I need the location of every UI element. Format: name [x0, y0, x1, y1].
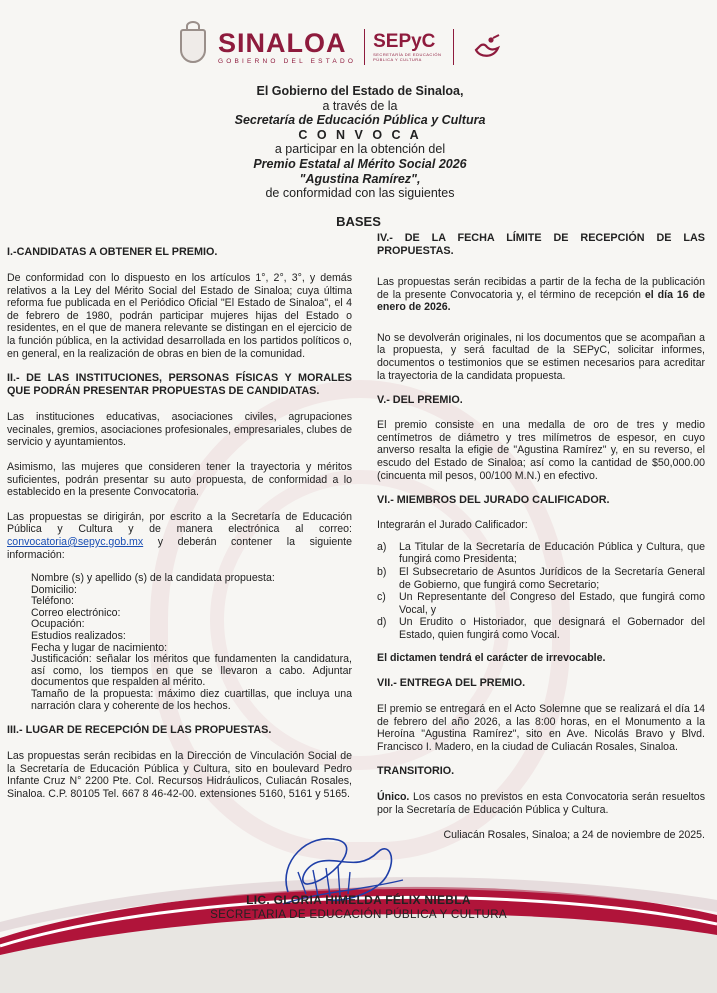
signing-date: Culiacán Rosales, Sinaloa; a 24 de noviembre de 2025.: [443, 828, 705, 841]
list-item: b) El Subsecretario de Asuntos Jurídicos de la Secretaría General de Gobierno, que fungirá como Secretario;: [377, 565, 705, 591]
convocation-intro: [150, 84, 570, 201]
right-column: [377, 232, 705, 841]
intro-line-3: Secretaría de Educación Pública y Cultura: [234, 113, 486, 128]
transitory-paragraph: Único. Los casos no previstos en esta Convocatoria serán resueltos por la Secretaría de Educación Pública y Cultura.: [377, 791, 705, 817]
section-1-paragraph: De conformidad con lo dispuesto en los artículos 1°, 2°, 3°, y demás relativos a la Ley del Mérito Social del Estado de Sinaloa; cuya última reforma fue publicada en el Periódico Oficial "El Estado de Sinaloa", el 4 de febrero de 1980, podrán participar mujeres hijas del Estado o residentes, en el que de manera relevante se distingan en el ejercicio de la función pública, en la actividad desarrollada en los partidos políticos o, en general, en la realización de obras en bien de la comunidad.: [7, 272, 352, 360]
intro-line-4: C O N V O C A: [298, 127, 422, 142]
signer-name: LIC. GLORIA HIMELDA FÉLIX NIEBLA: [246, 893, 471, 907]
section-2-title: II.- DE LAS INSTITUCIONES, PERSONAS FÍSICAS Y MORALES QUE PODRÁN PRESENTAR PROPUESTAS DE CANDIDATAS.: [7, 372, 352, 398]
list-item: d) Un Erudito o Historiador, que designará el Gobernador del Estado, quien fungirá como Vocal.: [377, 616, 705, 641]
section-7-paragraph: El premio se entregará en el Acto Solemne que se realizará el día 14 de febrero del año 2026, a las 8:00 horas, en el Monumento a la Heroína "Agustina Ramírez", sito en Ave. Nicolás Bravo y Blvd. Francisco I. Madero, en la ciudad de Culiacán Rosales, Sinaloa.: [377, 703, 705, 753]
letterhead: [176, 16, 502, 78]
irrevocable-note: El dictamen tendrá el carácter de irrevocable.: [377, 652, 606, 665]
section-4-paragraph-1: Las propuestas serán recibidas a partir de la fecha de la publicación de la presente Convocatoria y, el término de recepción el día 16 de enero de 2026.: [377, 276, 706, 314]
section-3-paragraph: Las propuestas serán recibidas en la Dirección de Vinculación Social de la Secretaría de Educación Pública y Cultura, sito en boulevard Pedro Infante Cruz N° 2200 Pte. Col. Recursos Hidráulicos, Culiacán Rosales, Sinaloa. C.P. 80105 Tel. 667 8 46-42-00. extensiones 5160, 5161 y 5165.: [7, 750, 352, 800]
signer-role: SECRETARIA DE EDUCACIÓN PÚBLICA Y CULTURA: [210, 908, 507, 921]
dove-icon: [472, 32, 502, 62]
sepyc-block: [373, 32, 445, 62]
intro-line-7: "Agustina Ramírez",: [299, 171, 421, 186]
info-item: Justificación: señalar los méritos que fundamenten la candidatura, así como, los tiempos en que se llevaron a cabo. Adjuntar documentos que respalden al mérito.: [31, 653, 352, 689]
section-3-title: III.- LUGAR DE RECEPCIÓN DE LAS PROPUESTAS.: [7, 724, 272, 737]
brand-name: SINALOA: [218, 28, 347, 58]
info-item: Nombre (s) y apellido (s) de la candidata propuesta:: [31, 572, 275, 585]
section-2-paragraph-2: Asimismo, las mujeres que consideren tener la trayectoria y méritos suficientes, podrán presentar su auto propuesta, de conformidad a lo establecido en la presente Convocatoria.: [7, 460, 352, 499]
section-1-title: I.-CANDIDATAS A OBTENER EL PREMIO.: [7, 246, 218, 258]
header-divider-2: [453, 29, 454, 65]
section-6-paragraph: Integrarán el Jurado Calificador:: [377, 519, 528, 532]
sepyc-name: SEPyC: [373, 31, 436, 52]
info-item: Teléfono:: [31, 595, 74, 608]
section-5-paragraph: El premio consiste en una medalla de oro de tres y medio centímetros de diámetro y tres milímetros de espesor, en cuyo anverso resalta la efigie de "Agustina Ramírez" y, en su reverso, el escudo del Estado de Sinaloa; así como la cantidad de $50,000.00 (cincuenta mil pesos, 00/100 M.N.) en efectivo.: [377, 419, 705, 482]
info-item: Domicilio:: [31, 583, 77, 596]
bases-title: BASES: [336, 214, 381, 229]
section-6-title: VI.- MIEMBROS DEL JURADO CALIFICADOR.: [377, 494, 610, 507]
info-item: Fecha y lugar de nacimiento:: [31, 641, 168, 654]
sepyc-subtitle: SECRETARÍA DE EDUCACIÓN PÚBLICA Y CULTURA: [373, 52, 442, 62]
required-info-list: [7, 573, 352, 712]
section-2-paragraph-1: Las instituciones educativas, asociaciones civiles, agrupaciones vecinales, gremios, asociaciones profesionales, empresariales, clubes de servicio y ayuntamientos.: [7, 411, 352, 449]
transitory-title: TRANSITORIO.: [377, 765, 455, 778]
left-column: [7, 232, 352, 801]
brand-subtitle: GOBIERNO DEL ESTADO: [218, 58, 357, 65]
info-item: Tamaño de la propuesta: máximo diez cuartillas, que incluya una narración clara y coherente de los hechos.: [31, 688, 352, 712]
info-item: Estudios realizados:: [31, 630, 126, 643]
intro-line-2: a través de la: [322, 98, 398, 113]
state-seal-icon: [176, 21, 210, 73]
info-item: Ocupación:: [31, 618, 85, 631]
section-5-title: V.- DEL PREMIO.: [377, 394, 463, 407]
list-item: c) Un Representante del Congreso del Estado, que fungirá como Vocal, y: [377, 591, 705, 616]
intro-line-8: de conformidad con las siguientes: [265, 186, 455, 201]
intro-line-1: El Gobierno del Estado de Sinaloa,: [256, 84, 464, 98]
brand-block: [218, 29, 356, 65]
intro-line-6: Premio Estatal al Mérito Social 2026: [253, 156, 467, 171]
jury-list: [377, 541, 705, 642]
info-item: Correo electrónico:: [31, 606, 121, 619]
deadline-date: el día 16 de enero de 2026.: [377, 288, 706, 314]
header-divider: [364, 29, 365, 65]
section-4-paragraph-2: No se devolverán originales, ni los documentos que se acompañan a la propuesta, y será facultad de la SEPyC, solicitar informes, documentos o testimonios que se estimen necesarios para acreditar la trayectoria de la candidata propuesta.: [377, 331, 705, 382]
email-link[interactable]: convocatoria@sepyc.gob.mx: [7, 535, 144, 548]
section-4-title: IV.- DE LA FECHA LÍMITE DE RECEPCIÓN DE LAS PROPUESTAS.: [377, 232, 705, 257]
section-7-title: VII.- ENTREGA DEL PREMIO.: [377, 677, 526, 690]
section-2-paragraph-3: Las propuestas se dirigirán, por escrito a la Secretaría de Educación Pública y Cultura y de manera electrónica al correo: convocatoria@sepyc.gob.mx y deberán contener la siguiente información:: [7, 510, 352, 561]
intro-line-5: a participar en la obtención del: [274, 142, 446, 157]
list-item: a) La Titular de la Secretaría de Educación Pública y Cultura, que fungirá como Presidenta;: [377, 540, 705, 566]
